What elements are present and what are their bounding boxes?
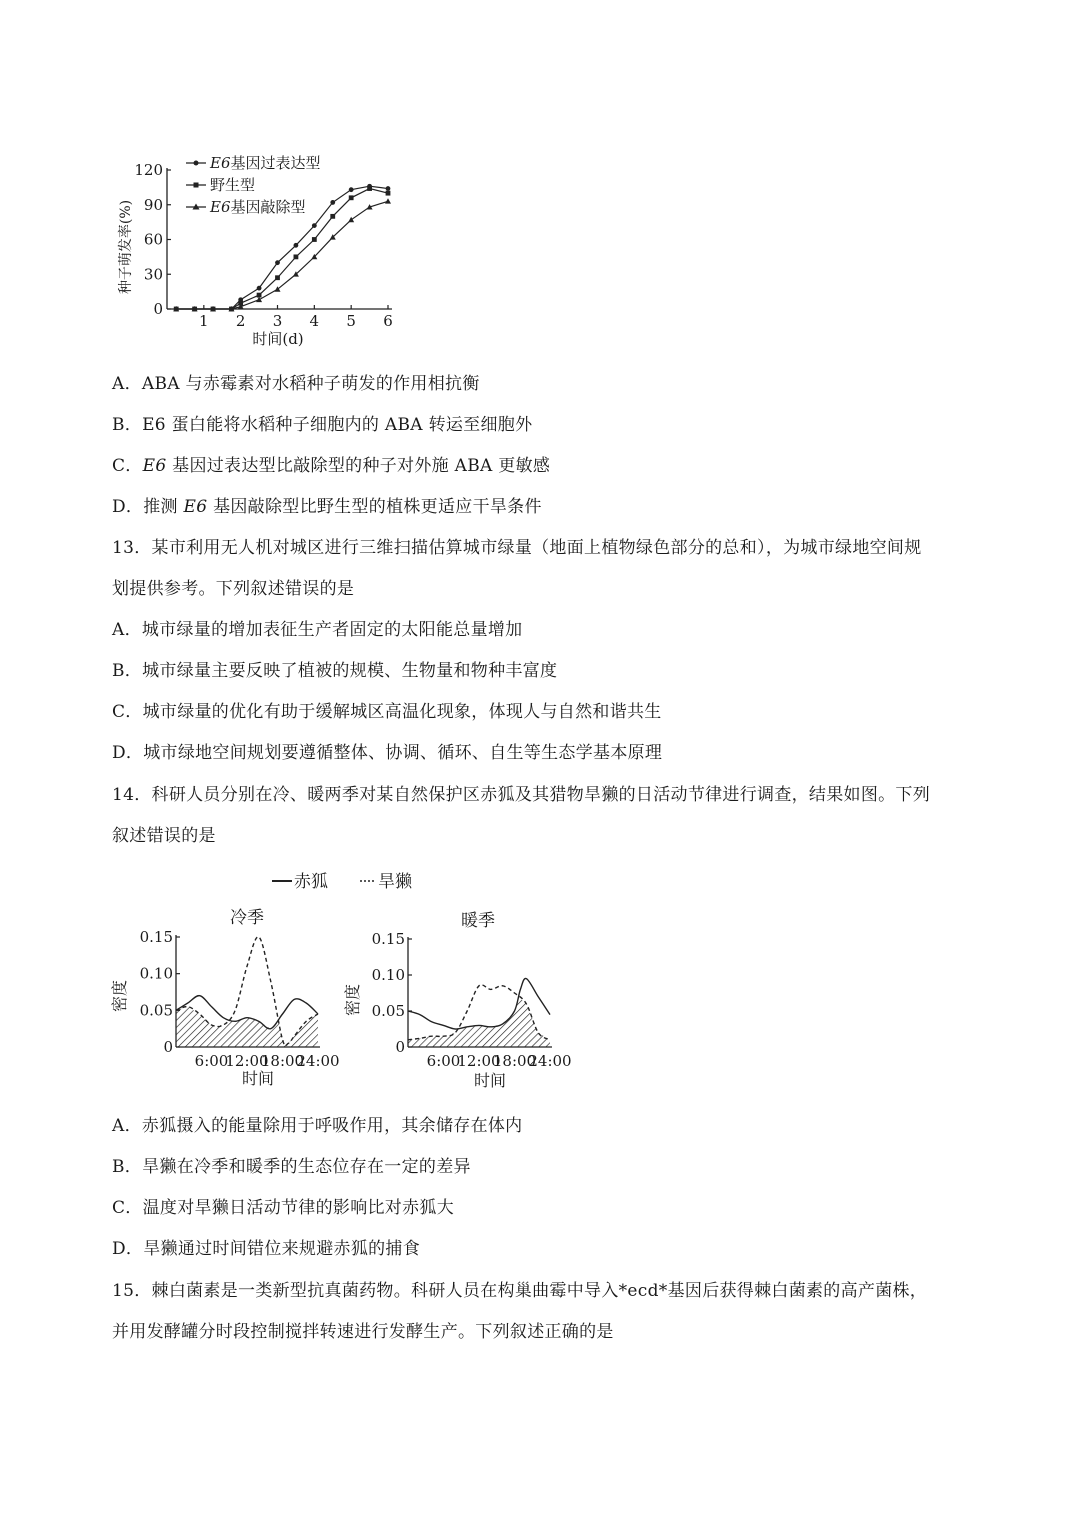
legend-wildtype: 野生型 <box>210 176 256 194</box>
germination-point-triangle <box>385 198 391 203</box>
warm-overlap-area <box>408 997 550 1047</box>
cold-x-tick-label: 24:00 <box>296 1052 340 1070</box>
germination-point-square <box>275 275 280 280</box>
q14-option-d: D．旱獭通过时间错位来规避赤狐的捕食 <box>112 1239 421 1259</box>
cold-x-label: 时间 <box>241 1069 275 1088</box>
germination-series-line <box>176 201 388 309</box>
cold-y-tick-label: 0.15 <box>139 928 173 946</box>
germination-point-dot <box>294 243 299 248</box>
q13-stem-line2: 划提供参考。下列叙述错误的是 <box>112 579 355 599</box>
cold-y-tick-label: 0.10 <box>139 964 173 983</box>
legend-overexpression-rest: 基因过表达型 <box>230 154 321 172</box>
activity-legend <box>272 872 413 892</box>
germination-point-square <box>294 254 299 259</box>
germination-point-dot <box>330 200 335 205</box>
cold-y-tick-label: 0.05 <box>139 1001 173 1020</box>
cold-y-label: 密度 <box>110 979 129 1013</box>
germination-x-tick-label: 2 <box>235 312 246 330</box>
warm-x-tick-label: 24:00 <box>528 1052 572 1070</box>
warm-season-title: 暖季 <box>461 911 495 931</box>
germination-point-triangle <box>348 217 354 222</box>
warm-season-panel <box>343 911 572 1090</box>
germination-x-tick-label: 4 <box>309 312 320 330</box>
cold-x-tick-label: 12:00 <box>225 1052 269 1070</box>
cold-season-title: 冷季 <box>230 908 264 928</box>
cold-y-tick-label: 0 <box>163 1038 173 1056</box>
warm-y-tick-label: 0.05 <box>371 1002 405 1020</box>
germination-x-tick-label: 6 <box>383 312 393 330</box>
warm-x-tick-label: 6:00 <box>426 1052 461 1070</box>
warm-y-tick-label: 0.15 <box>371 930 405 948</box>
q14-option-b: B．旱獭在冷季和暖季的生态位存在一定的差异 <box>112 1157 471 1177</box>
germination-x-tick-label: 1 <box>199 312 209 330</box>
germination-y-tick-label: 0 <box>153 300 163 318</box>
warm-y-tick-label: 0.10 <box>371 966 405 984</box>
q15-stem-line1: 15．棘白菌素是一类新型抗真菌药物。科研人员在构巢曲霉中导入*ecd*基因后获得棘白菌素的高产菌株， <box>112 1281 928 1301</box>
warm-x-tick-label: 18:00 <box>492 1052 537 1070</box>
germination-point-square <box>367 186 372 191</box>
germination-point-dot <box>275 260 280 265</box>
q13-option-c: C．城市绿量的优化有助于缓解城区高温化现象，体现人与自然和谐共生 <box>112 702 662 722</box>
warm-y-label: 密度 <box>343 983 362 1017</box>
q14-option-a: A．赤狐摄入的能量除用于呼吸作用，其余储存在体内 <box>112 1116 523 1136</box>
germination-y-tick-label: 30 <box>143 265 163 284</box>
q12-option-c: C．E6 基因过表达型比敲除型的种子对外施 ABA 更敏感 <box>112 456 551 476</box>
q13-stem-line1: 13．某市利用无人机对城区进行三维扫描估算城市绿量（地面上植物绿色部分的总和），为城市绿地空间规 <box>112 538 922 558</box>
warm-x-label: 时间 <box>473 1071 507 1090</box>
germination-point-square <box>330 214 335 219</box>
germination-x-tick-label: 3 <box>272 312 283 330</box>
germination-point-dot <box>386 186 391 191</box>
cold-x-tick-label: 18:00 <box>260 1052 305 1070</box>
q13-option-b: B．城市绿量主要反映了植被的规模、生物量和物种丰富度 <box>112 661 558 681</box>
germination-x-label: 时间(d) <box>252 330 304 348</box>
q13-option-d: D．城市绿地空间规划要遵循整体、协调、循环、自生等生态学基本原理 <box>112 743 663 763</box>
legend-knockout: E6基因敲除型 <box>210 198 306 216</box>
cold-x-tick-label: 6:00 <box>194 1052 229 1070</box>
germination-chart <box>110 150 410 350</box>
activity-charts <box>110 860 590 1100</box>
germination-point-square <box>349 195 354 200</box>
germination-point-dot <box>257 286 262 291</box>
cold-season-panel <box>110 908 340 1088</box>
germination-point-triangle <box>256 297 262 302</box>
q13-option-a: A．城市绿量的增加表征生产者固定的太阳能总量增加 <box>112 620 523 640</box>
q12-option-d: D．推测 E6 基因敲除型比野生型的植株更适应干旱条件 <box>112 497 542 517</box>
q12-option-b: B．E6 蛋白能将水稻种子细胞内的 ABA 转运至细胞外 <box>112 415 533 435</box>
germination-point-square <box>312 237 317 242</box>
germination-y-tick-label: 90 <box>143 195 163 214</box>
legend-square-marker <box>194 183 199 188</box>
legend-fox: 赤狐 <box>294 872 328 892</box>
germination-y-label: 种子萌发率(%) <box>118 199 134 295</box>
germination-x-tick-label: 5 <box>346 312 356 330</box>
legend-marmot: 旱獭 <box>378 872 412 892</box>
germination-point-dot <box>349 187 354 192</box>
germination-point-square <box>386 191 391 196</box>
q14-stem-line2: 叙述错误的是 <box>112 826 216 846</box>
q14-stem-line1: 14．科研人员分别在冷、暖两季对某自然保护区赤狐及其猎物旱獭的日活动节律进行调查，结果如图。下列 <box>112 785 931 805</box>
legend-dot-marker <box>194 161 199 166</box>
q15-stem-line2: 并用发酵罐分时段控制搅拌转速进行发酵生产。下列叙述正确的是 <box>112 1322 614 1342</box>
legend-overexpression: E6基因过表达型 <box>210 154 321 172</box>
q14-option-c: C．温度对旱獭日活动节律的影响比对赤狐大 <box>112 1198 455 1218</box>
germination-y-tick-label: 60 <box>143 230 163 249</box>
warm-y-tick-label: 0 <box>395 1038 405 1056</box>
germination-legend <box>186 154 321 216</box>
q12-option-a: A．ABA 与赤霉素对水稻种子萌发的作用相抗衡 <box>112 374 480 394</box>
germination-y-tick-label: 120 <box>134 161 163 179</box>
germination-point-dot <box>312 223 317 228</box>
warm-x-tick-label: 12:00 <box>457 1052 501 1070</box>
